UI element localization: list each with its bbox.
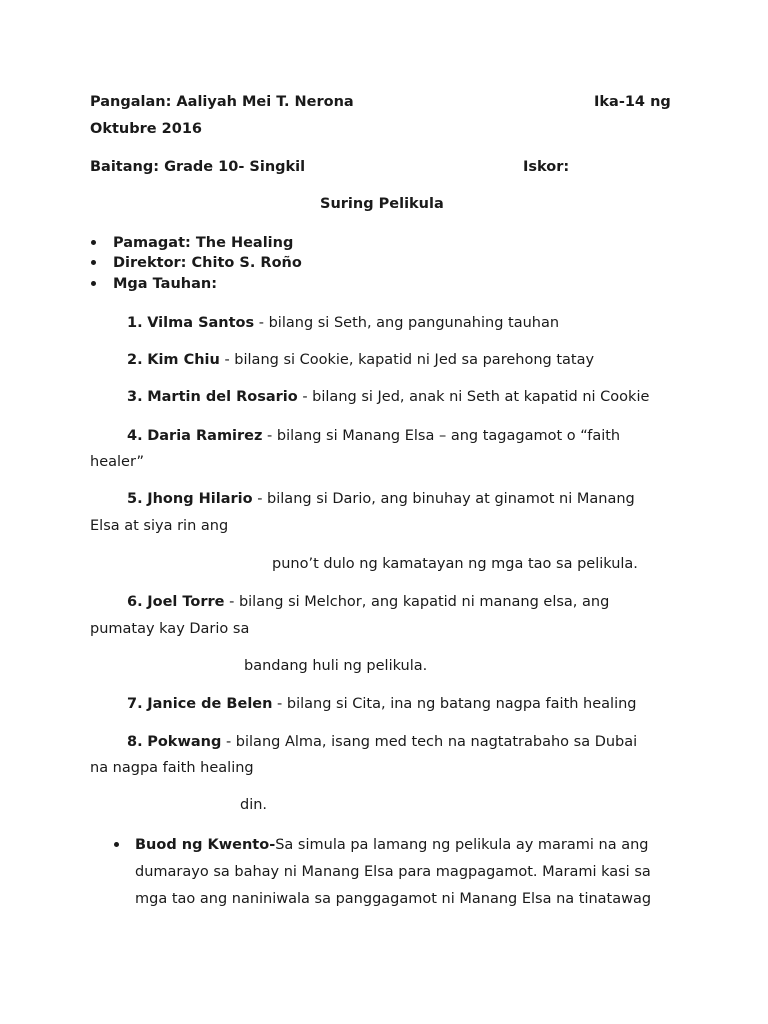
cast-item: 7. Janice de Belen - bilang si Cita, ina ng batang nagpa faith healing — [127, 696, 637, 712]
cast-item-continuation: din. — [240, 797, 268, 813]
student-name: Pangalan: Aaliyah Mei T. Nerona — [90, 94, 354, 110]
title-info: Pamagat: The Healing — [113, 235, 294, 251]
director-info: Direktor: Chito S. Roño — [113, 255, 302, 271]
cast-item-continuation: na nagpa faith healing — [90, 760, 254, 776]
grade-section: Baitang: Grade 10- Singkil — [90, 159, 306, 175]
cast-item-continuation: bandang huli ng pelikula. — [244, 658, 428, 674]
cast-item-continuation: pumatay kay Dario sa — [90, 621, 250, 637]
cast-item: 5. Jhong Hilario - bilang si Dario, ang binuhay at ginamot ni Manang — [127, 491, 635, 507]
page-title: Suring Pelikula — [320, 196, 444, 212]
bullet-icon — [91, 260, 96, 265]
date-line-2: Oktubre 2016 — [90, 121, 202, 137]
cast-item-continuation: Elsa at siya rin ang — [90, 518, 229, 534]
bullet-icon — [91, 240, 96, 245]
cast-item: 8. Pokwang - bilang Alma, isang med tech na nagtatrabaho sa Dubai — [127, 734, 638, 750]
cast-item: 2. Kim Chiu - bilang si Cookie, kapatid ni Jed sa parehong tatay — [127, 352, 595, 368]
cast-item: 3. Martin del Rosario - bilang si Jed, anak ni Seth at kapatid ni Cookie — [127, 389, 650, 405]
summary-line: mga tao ang naniniwala sa panggagamot ni Manang Elsa na tinatawag — [135, 891, 652, 907]
score-label: Iskor: — [523, 159, 570, 175]
date-line-1: Ika-14 ng — [594, 94, 671, 110]
cast-item-continuation: puno’t dulo ng kamatayan ng mga tao sa pelikula. — [272, 556, 638, 572]
cast-item: 4. Daria Ramirez - bilang si Manang Elsa – ang tagagamot o “faith — [127, 428, 621, 444]
summary-paragraph: Buod ng Kwento-Sa simula pa lamang ng pelikula ay marami na ang — [135, 837, 649, 853]
summary-line: dumarayo sa bahay ni Manang Elsa para magpagamot. Marami kasi sa — [135, 864, 651, 880]
cast-heading: Mga Tauhan: — [113, 276, 217, 292]
bullet-icon — [91, 281, 96, 286]
bullet-icon — [114, 842, 119, 847]
cast-item: 6. Joel Torre - bilang si Melchor, ang kapatid ni manang elsa, ang — [127, 594, 610, 610]
cast-item-continuation: healer” — [90, 454, 145, 470]
cast-item: 1. Vilma Santos - bilang si Seth, ang pangunahing tauhan — [127, 315, 560, 331]
